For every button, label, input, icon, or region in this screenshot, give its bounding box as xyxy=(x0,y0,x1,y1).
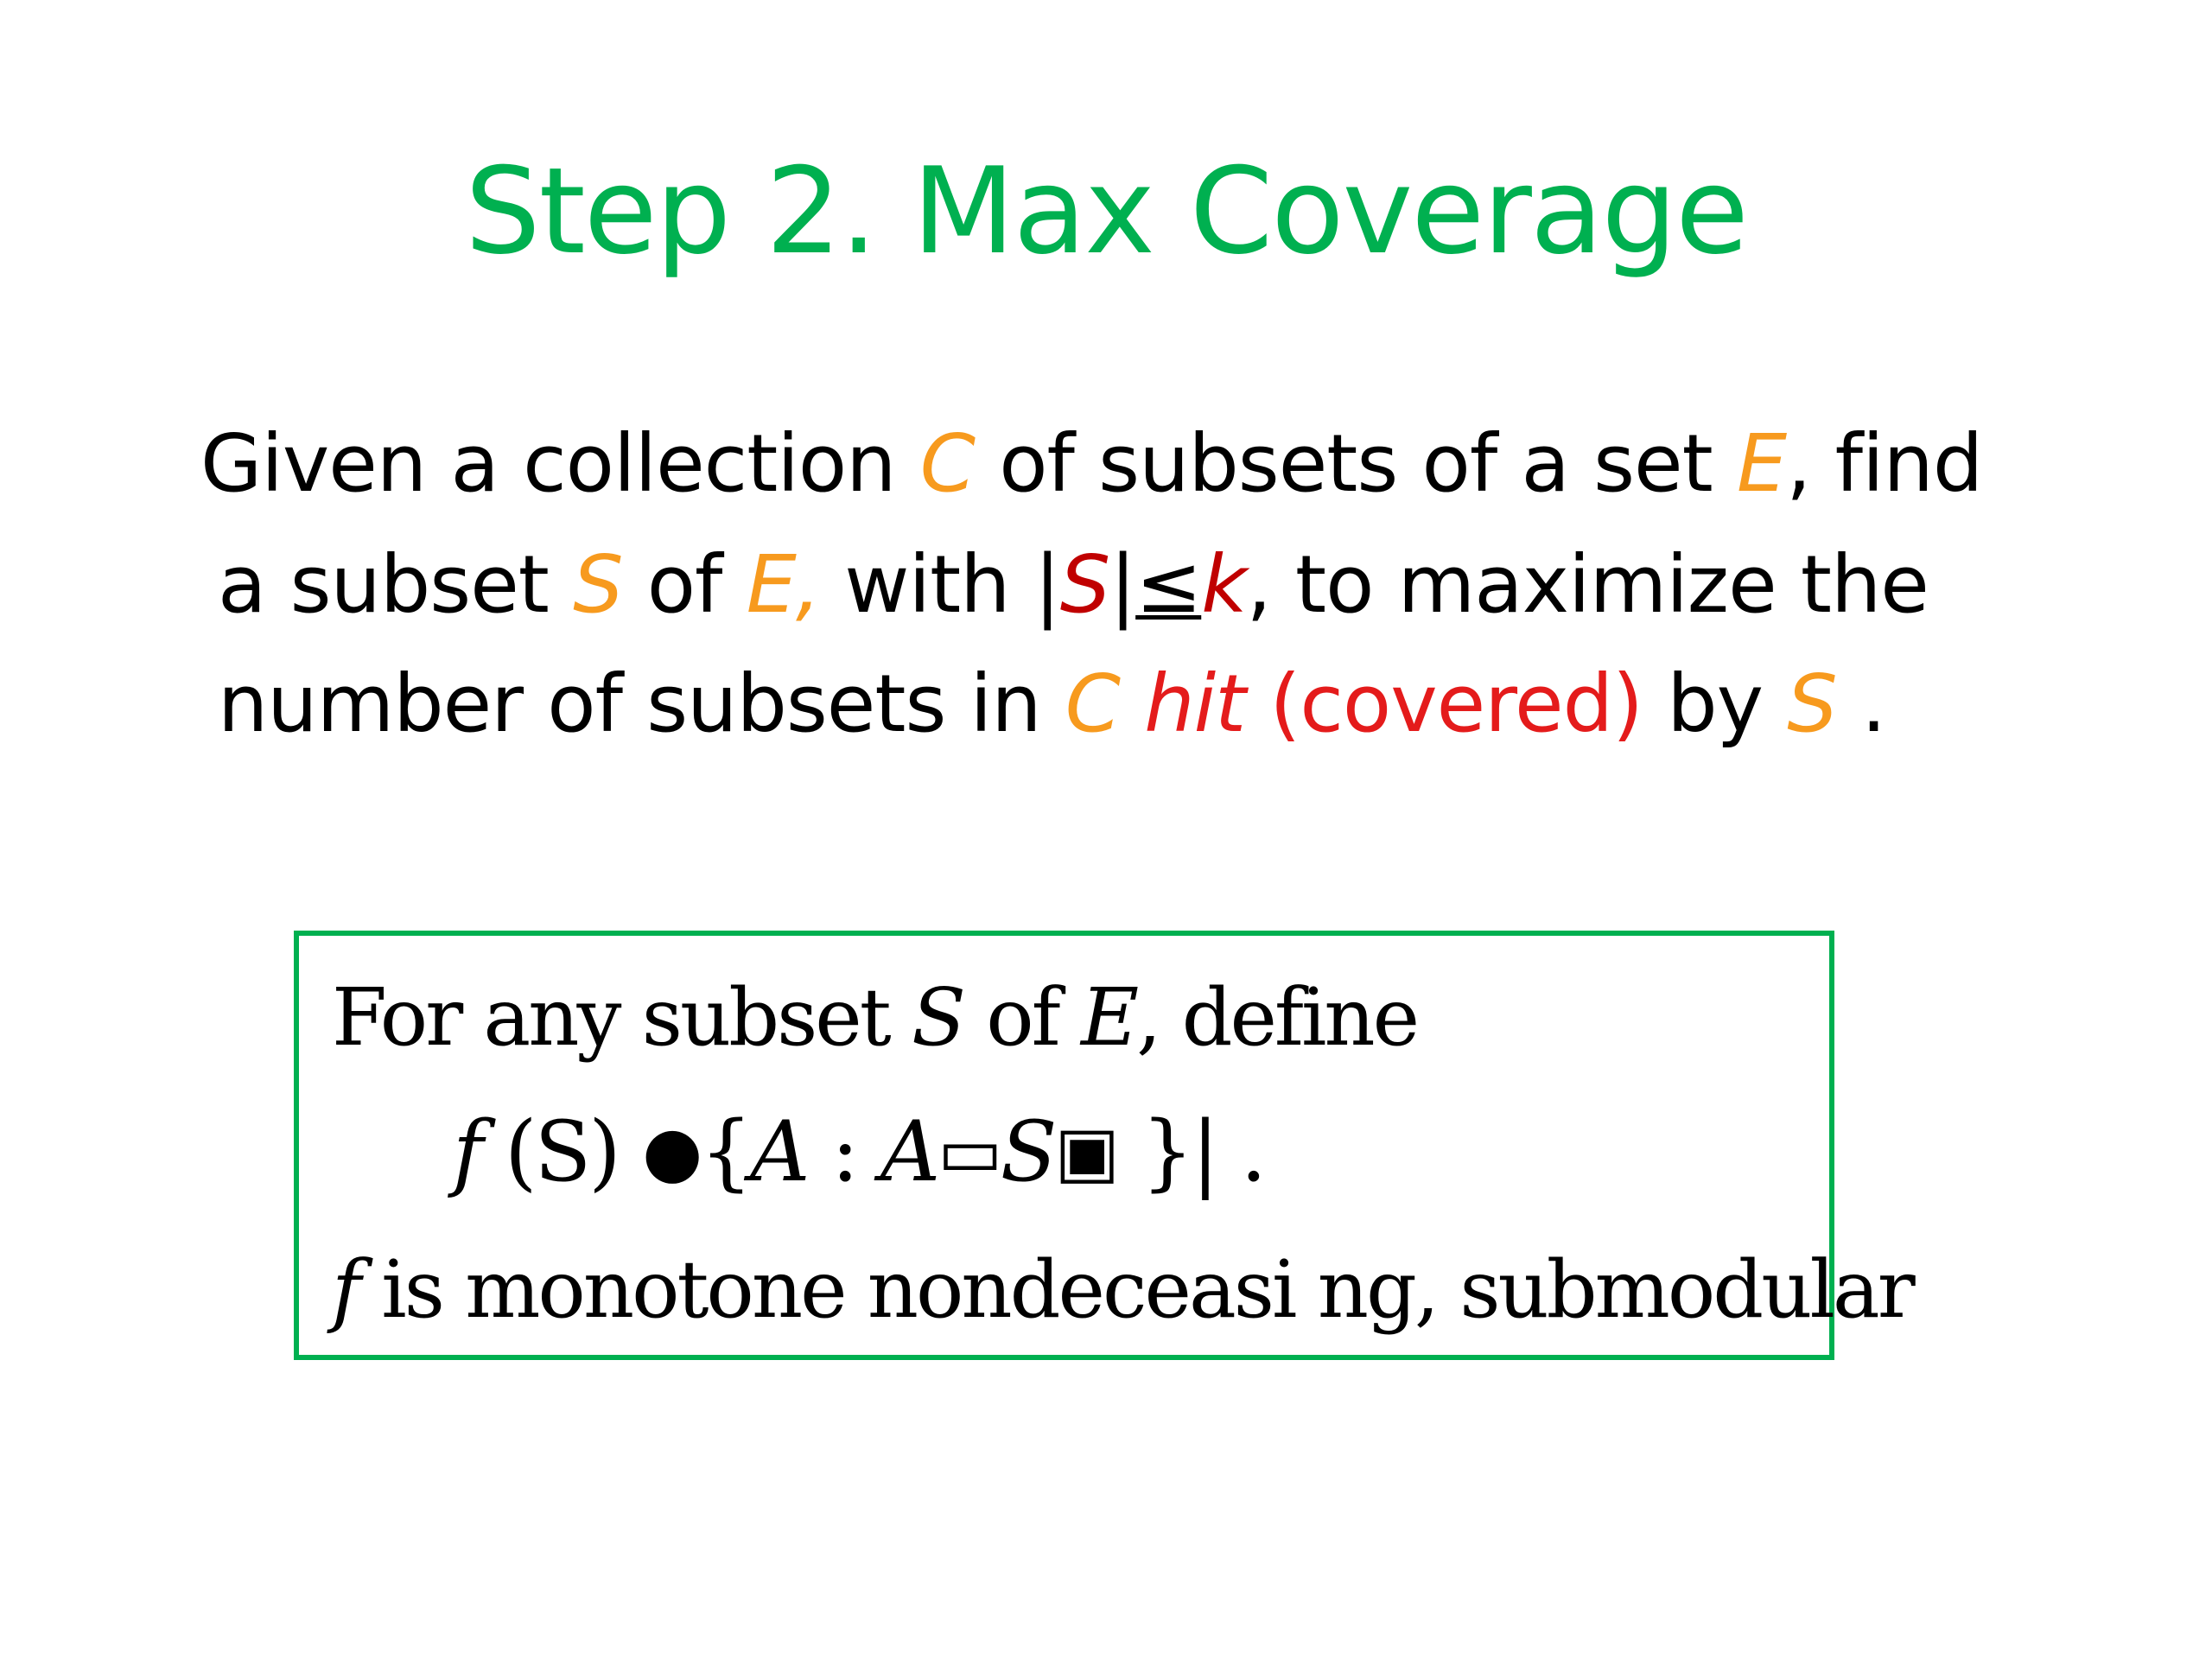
var-S: S xyxy=(1000,1103,1055,1200)
nonempty-glyph-icon: ▣ xyxy=(1054,1111,1118,1192)
covered-word: (covered) xyxy=(1245,658,1643,750)
text: { xyxy=(700,1103,751,1200)
text: of xyxy=(963,971,1081,1064)
box-line-define xyxy=(332,970,1417,1065)
var-k: k xyxy=(1201,538,1247,631)
var-A: A xyxy=(750,1103,808,1200)
text: , find xyxy=(1786,417,1983,510)
text: For any subset xyxy=(332,971,912,1064)
box-line-property xyxy=(332,1243,1913,1338)
func-f: f xyxy=(453,1103,481,1200)
var-E: E xyxy=(1080,971,1137,1064)
text: Given a collection xyxy=(200,417,920,510)
var-C: C xyxy=(919,417,975,510)
intersection-glyph-icon: ▭ xyxy=(938,1111,1001,1192)
text: of subsets of a set xyxy=(974,417,1737,510)
var-S: S xyxy=(911,971,963,1064)
definition-line-3 xyxy=(218,657,1885,752)
hit-word: hit xyxy=(1120,658,1246,750)
equals-glyph-icon: ● xyxy=(642,1111,701,1192)
text: number of subsets in xyxy=(218,658,1065,750)
text: by xyxy=(1642,658,1788,750)
var-S: S xyxy=(1787,658,1837,750)
text: , define xyxy=(1136,971,1418,1064)
text: of xyxy=(622,538,747,631)
definition-box xyxy=(294,931,1913,1360)
var-S: S xyxy=(573,538,623,631)
func-f: f xyxy=(332,1243,359,1336)
var-A: A xyxy=(880,1103,938,1200)
definition-line-2 xyxy=(218,537,1929,632)
var-S-cardinality: S xyxy=(1059,538,1110,631)
text: }| . xyxy=(1117,1103,1265,1200)
text: , to maximize the xyxy=(1246,538,1929,631)
text: (S) xyxy=(480,1103,643,1200)
definition-line-1 xyxy=(200,416,1982,512)
box-line-formula xyxy=(453,1104,1264,1199)
slide-title: Step 2. Max Coverage xyxy=(465,142,1747,281)
le-symbol: ≤ xyxy=(1135,538,1202,631)
text: | xyxy=(1109,538,1136,631)
text: . xyxy=(1836,658,1886,750)
var-E: E xyxy=(1736,417,1787,510)
var-C: C xyxy=(1065,658,1121,750)
text: a subset xyxy=(218,538,574,631)
var-E: E, xyxy=(746,538,821,631)
text: : xyxy=(807,1103,880,1200)
text: with | xyxy=(820,538,1060,631)
text: is monotone nondeceasi ng, submodular xyxy=(359,1243,1913,1336)
